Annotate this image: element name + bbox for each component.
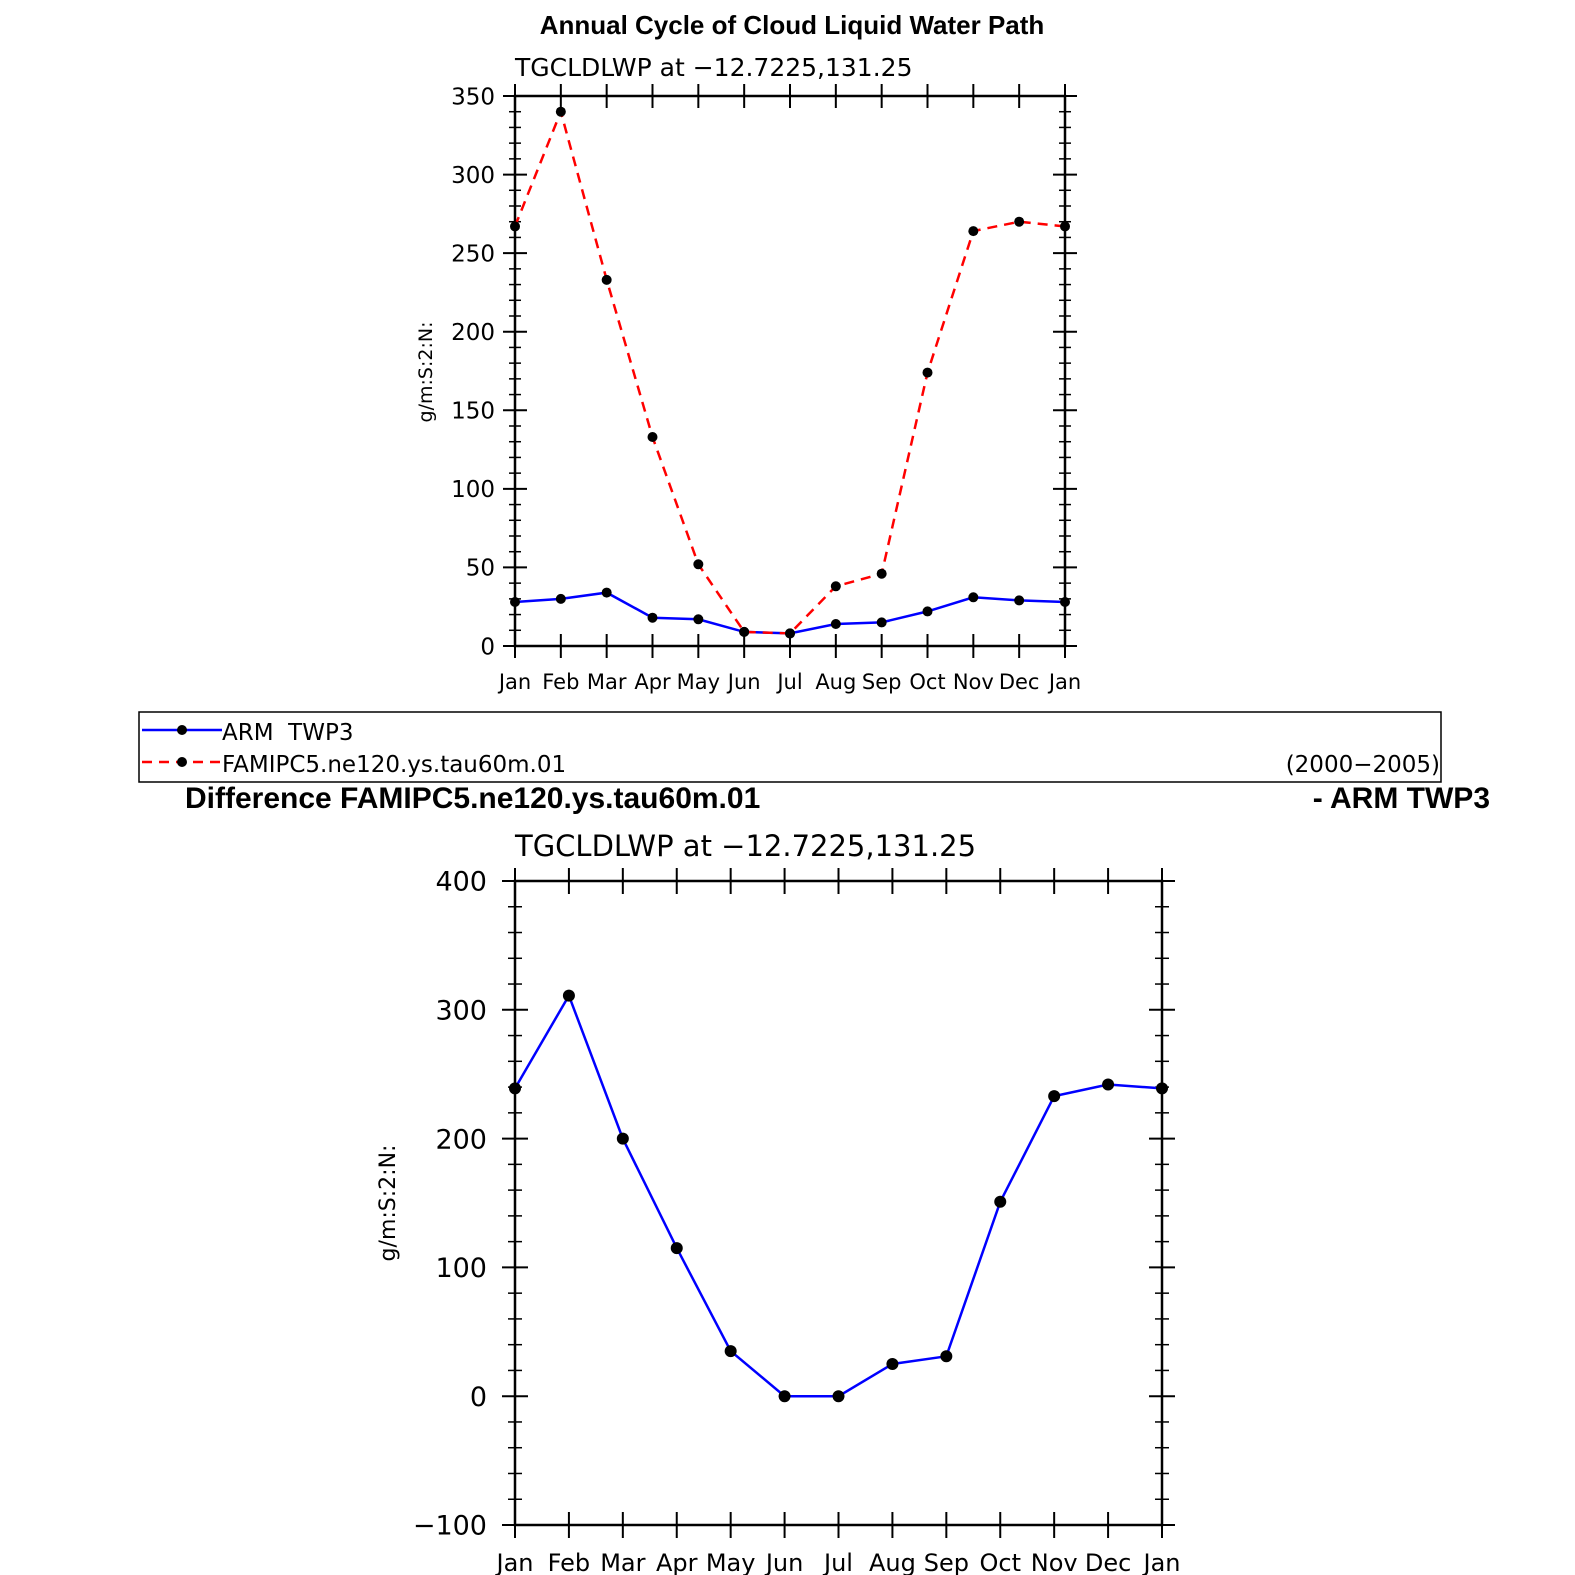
y-tick-label: 200 — [435, 1124, 487, 1156]
y-tick-label: 0 — [480, 634, 495, 661]
chart-title: Annual Cycle of Cloud Liquid Water Path — [539, 10, 1045, 40]
y-tick-label: 100 — [435, 1253, 487, 1285]
y-axis-label: g/m:S:2:N: — [415, 321, 437, 423]
data-point — [563, 990, 575, 1002]
data-point — [779, 1390, 791, 1402]
x-tick-labels — [495, 1549, 1181, 1575]
data-point — [886, 1358, 898, 1370]
chart-title: Difference FAMIPC5.ne120.ys.tau60m.01 — [185, 782, 761, 815]
data-point — [923, 606, 933, 616]
data-point — [940, 1350, 952, 1362]
x-tick-label: Apr — [655, 1549, 698, 1575]
data-point — [617, 1133, 629, 1145]
data-point — [994, 1196, 1006, 1208]
x-tick-label: Nov — [1030, 1549, 1078, 1575]
data-point — [1048, 1090, 1060, 1102]
x-tick-label: Jul — [824, 1549, 853, 1575]
difference-chart — [185, 782, 1490, 1575]
y-tick-label: 250 — [451, 241, 495, 268]
data-point — [1102, 1079, 1114, 1091]
legend-marker-famip — [177, 757, 187, 767]
legend-label-arm: ARM TWP3 — [222, 720, 354, 746]
series-line-0 — [515, 996, 1162, 1397]
x-tick-labels — [497, 670, 1081, 694]
data-point — [602, 275, 612, 285]
y-tick-label: 50 — [465, 555, 495, 582]
data-point — [725, 1345, 737, 1357]
x-tick-label: Apr — [634, 670, 671, 694]
data-point — [556, 107, 566, 117]
y-tick-label: 200 — [451, 319, 495, 346]
data-point — [1156, 1082, 1168, 1094]
x-tick-label: Aug — [815, 670, 857, 694]
data-point — [648, 613, 658, 623]
x-tick-label: Feb — [547, 1549, 591, 1575]
x-tick-label: Jan — [498, 670, 532, 694]
data-point — [1014, 217, 1024, 227]
axis-ticks — [502, 868, 1175, 1538]
data-point — [556, 594, 566, 604]
chart-title-right: - ARM TWP3 — [1312, 782, 1490, 815]
data-point — [785, 628, 795, 638]
y-tick-label: 0 — [469, 1381, 487, 1413]
x-tick-label: Jan — [496, 1549, 534, 1575]
data-point — [877, 617, 887, 627]
y-axis-label: g/m:S:2:N: — [376, 1144, 401, 1262]
x-tick-label: Jun — [727, 670, 761, 694]
x-tick-label: Nov — [952, 670, 994, 694]
data-point — [968, 592, 978, 602]
data-point — [923, 368, 933, 378]
data-point — [1060, 597, 1070, 607]
x-tick-label: Feb — [542, 670, 580, 694]
x-tick-label: Mar — [586, 670, 627, 694]
series-layer — [509, 990, 1168, 1403]
y-tick-labels — [451, 84, 495, 660]
y-tick-label: −100 — [412, 1510, 487, 1542]
plot-frame — [515, 96, 1065, 646]
plot-frame — [515, 881, 1162, 1525]
data-point — [877, 569, 887, 579]
data-point — [671, 1242, 683, 1254]
series-layer — [510, 107, 1070, 639]
y-tick-label: 400 — [435, 866, 487, 898]
series-line-1 — [515, 112, 1065, 634]
data-point — [831, 581, 841, 591]
x-tick-label: Sep — [923, 1549, 969, 1575]
data-point — [831, 619, 841, 629]
x-tick-label: Jun — [765, 1549, 804, 1575]
legend — [139, 712, 1441, 782]
data-point — [693, 614, 703, 624]
x-tick-label: Jan — [1048, 670, 1082, 694]
x-tick-label: Aug — [868, 1549, 916, 1575]
legend-period: (2000−2005) — [1285, 752, 1440, 778]
data-point — [510, 597, 520, 607]
legend-marker-arm — [177, 725, 187, 735]
y-tick-label: 150 — [451, 398, 495, 425]
x-tick-label: May — [705, 1549, 756, 1575]
data-point — [693, 559, 703, 569]
x-tick-label: May — [676, 670, 721, 694]
x-tick-label: Dec — [998, 670, 1040, 694]
x-tick-label: Oct — [909, 670, 946, 694]
data-point — [1014, 595, 1024, 605]
data-point — [833, 1390, 845, 1402]
chart-subtitle: TGCLDLWP at −12.7225,131.25 — [515, 53, 913, 82]
x-tick-label: Jul — [777, 670, 803, 694]
data-point — [648, 432, 658, 442]
x-tick-label: Oct — [979, 1549, 1021, 1575]
annual-cycle-chart — [415, 10, 1081, 694]
x-tick-label: Jan — [1143, 1549, 1181, 1575]
y-tick-label: 300 — [451, 162, 495, 189]
axis-ticks — [503, 84, 1077, 658]
y-tick-labels — [413, 867, 487, 1542]
data-point — [602, 588, 612, 598]
legend-label-famip: FAMIPC5.ne120.ys.tau60m.01 — [222, 752, 567, 778]
y-tick-label: 100 — [451, 477, 495, 504]
data-point — [510, 221, 520, 231]
data-point — [509, 1082, 521, 1094]
x-tick-label: Sep — [861, 670, 902, 694]
x-tick-label: Mar — [600, 1549, 646, 1575]
data-point — [968, 226, 978, 236]
y-tick-label: 350 — [451, 84, 495, 111]
y-tick-label: 300 — [435, 995, 487, 1027]
x-tick-label: Dec — [1084, 1549, 1132, 1575]
data-point — [739, 627, 749, 637]
data-point — [1060, 221, 1070, 231]
chart-subtitle: TGCLDLWP at −12.7225,131.25 — [515, 829, 977, 863]
series-line-0 — [515, 593, 1065, 634]
